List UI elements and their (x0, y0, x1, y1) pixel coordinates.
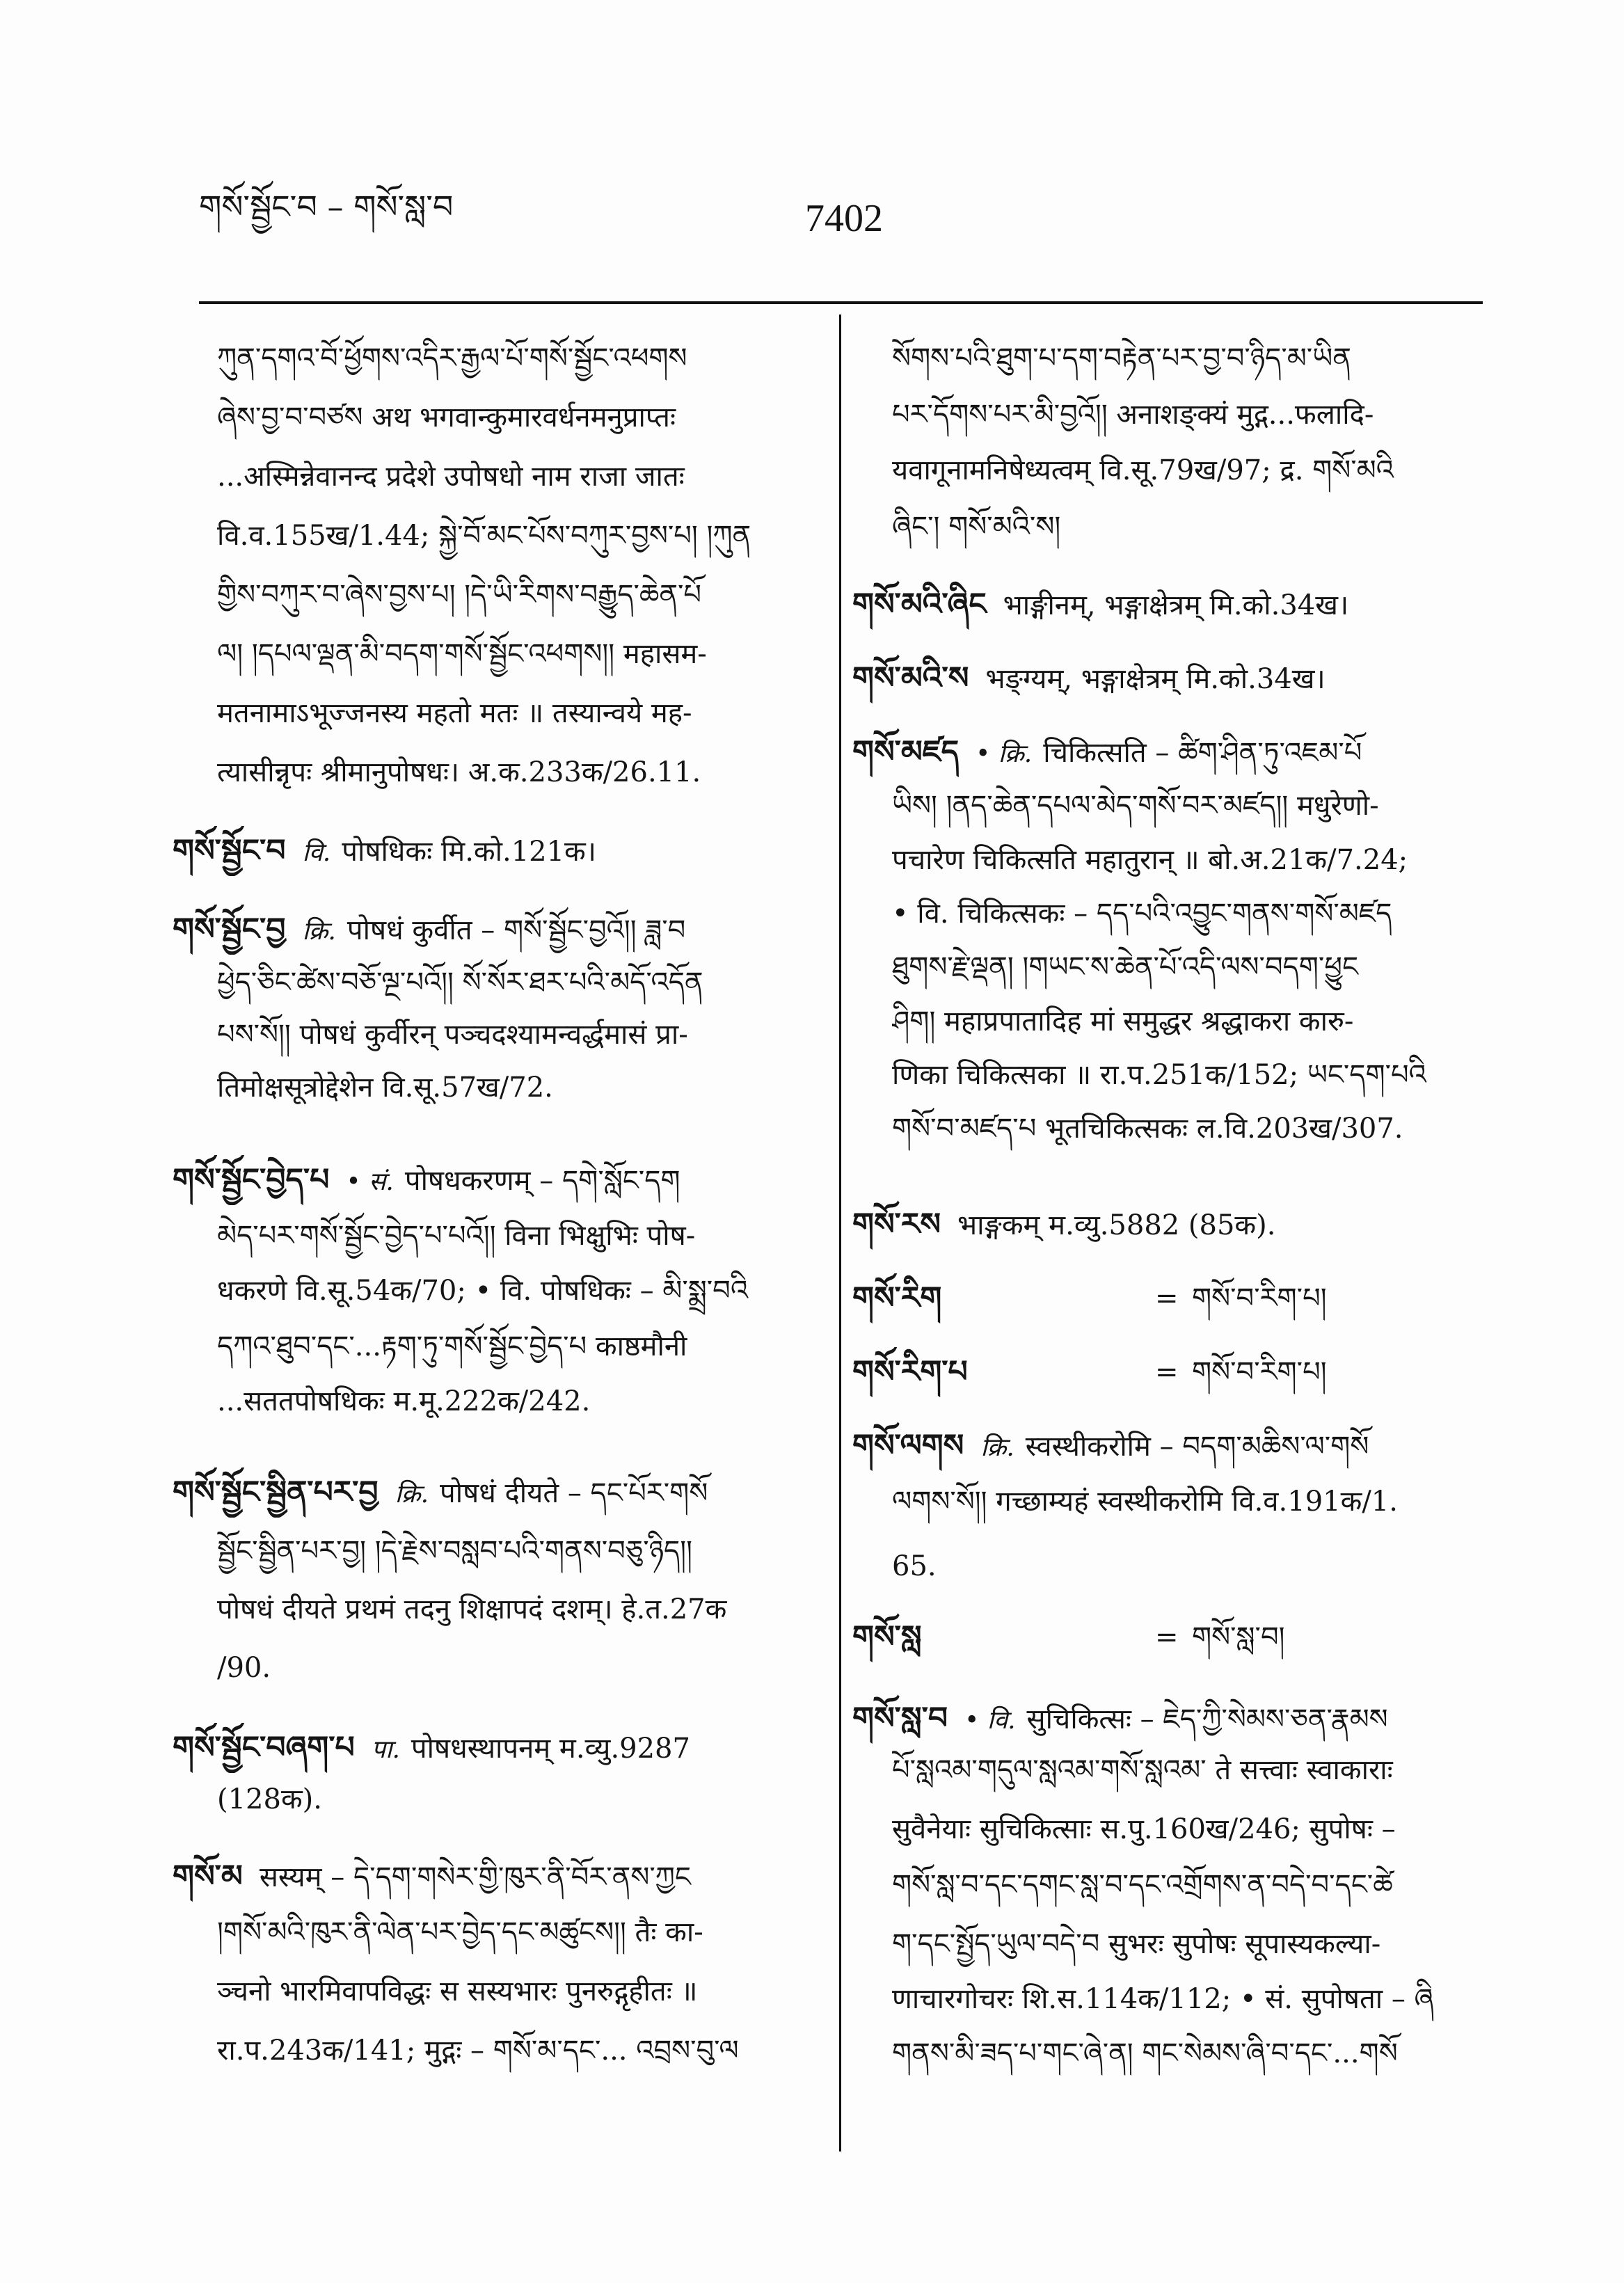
page-number: 7402 (805, 197, 883, 240)
entry-line: 65. (892, 1550, 937, 1582)
entry-text: भङ्ग्यम्, भङ्गाक्षेत्रम् मि.को.34ख। (985, 663, 1326, 695)
entry-text: पोषधकरणम् – དགེ་སློང་དག (404, 1165, 680, 1197)
entry-line: ཞེས་བྱ་བ་བཙས अथ भगवान्कुमारवर्धनमनुप्राप्तः (217, 401, 676, 433)
entry-text: पोषधं कुर्वीत – གསོ་སྦྱོང་བྱའོ།། ཟླ་བ (347, 914, 686, 946)
entry-head-line (852, 727, 1479, 777)
entry-text: चिकित्सति – ཚིག་ཤིན་ཏུ་འཇམ་པོ (1043, 737, 1362, 769)
entry-line: ཐུགས་རྗེ་ལྡན། །གཡང་ས་ཆེན་པོ་འདི་ལས་བདག་ཕྱུང (892, 951, 1359, 983)
headword: གསོ་མའི་ཞིང (852, 587, 987, 622)
right-column (849, 306, 1486, 2129)
entry-line: पचारेण चिकित्सति महातुरान् ॥ बो.अ.21क/7.24; (892, 844, 1408, 876)
headword: གསོ་ལགས (852, 1428, 964, 1463)
entry-line: णाचारगोचरः शि.स.114क/112; • सं. सुपोषता – ཞི (892, 1983, 1434, 2015)
entry-line: ...सततपोषधिकः म.मू.222क/242. (217, 1385, 591, 1417)
entry-line: /90. (217, 1652, 271, 1684)
entry-line: धकरणे वि.सू.54क/70; • वि. पोषधिकः – མི་སྨྲ་བའི (217, 1275, 749, 1307)
entry-text: स्वस्थीकरोमि – བདག་མཆིས་ལ་གསོ (1025, 1431, 1369, 1463)
entry-line: ཀུན་དགའ་བོ་ཕྱོགས་འདིར་རྒྱལ་པོ་གསོ་སྦྱོང་འཕགས (217, 342, 687, 374)
entry-line: पोषधं दीयते प्रथमं तदनु शिक्षापदं दशम्। हे.त.27क (217, 1593, 727, 1625)
entry-line: यवागूनामनिषेध्यत्वम् वि.सू.79ख/97; द्र. གསོ་མའི (892, 454, 1394, 486)
cross-reference-target: གསོ་བ་རིག་པ། (1192, 1356, 1327, 1388)
entry-line: ञ्चनो भारमिवापविद्धः स सस्यभारः पुनरुद्गृहीतः ॥ (217, 1975, 698, 2007)
header-rule (199, 301, 1483, 304)
grammar-label: क्रि. (395, 1480, 429, 1509)
grammar-label: • सं. (346, 1168, 394, 1196)
entry-line: रा.प.243क/141; मुद्गः – གསོ་མ་དང་... འབྲས་བུ་ལ (217, 2035, 739, 2067)
entry-line: ཤིག། महाप्रपातादिह मां समुद्धर श्रद्धाकरा कारु- (892, 1005, 1354, 1037)
entry-line: त्यासीन्नृपः श्रीमानुपोषधः। अ.क.233क/26.11. (217, 756, 701, 788)
entry-head-line (852, 1694, 1479, 1744)
entry-line: ཞིང་། གསོ་མའི་ས། (892, 511, 1061, 543)
entry-text: पोषधं दीयते – དང་པོར་གསོ (440, 1477, 708, 1509)
entry-text: सस्यम् – དེ་དག་གསེར་གྱི་ཁུར་ནི་བོར་ནས་ཀྱང (259, 1861, 691, 1893)
entry-line: གསོ་སླ་བ་དང་དགང་སླ་བ་དང་འགྲོགས་ན་བདེ་བ་དང་ཚེ (892, 1869, 1393, 1901)
grammar-label: वि. (302, 838, 331, 867)
entry-head-line (852, 1200, 1479, 1250)
headword: གསོ་མའི་ས (852, 660, 969, 696)
equals-sign: = (1155, 1282, 1179, 1314)
entry-line: སྦྱོང་སྦྱིན་པར་བྱ། །དེ་རྗེས་བསླབ་པའི་གནས་བཅུ་ཉིད།། (217, 1535, 692, 1567)
entry-line: གྱིས་བཀུར་བ་ཞེས་བྱས་པ། །དེ་ཡི་རིགས་བརྒྱུད་ཆེན་པོ (217, 579, 702, 611)
entry-line: གནས་མི་ཟད་པ་གང་ཞེ་ན། གང་སེམས་ཞི་བ་དང་...གསོ (892, 2037, 1398, 2069)
entry-line: णिका चिकित्सका ॥ रा.प.251क/152; ཡང་དག་པའི (892, 1059, 1426, 1091)
entry-text: पोषधस्थापनम् म.व्यु.9287 (411, 1733, 690, 1765)
grammar-label: • वि. (964, 1706, 1016, 1735)
cross-reference-line (852, 1347, 1479, 1397)
entry-line: ...अस्मिन्नेवानन्द प्रदेशे उपोषधो नाम राजा जातः (217, 461, 685, 493)
entry-line: སོགས་པའི་ཐུག་པ་དག་བརྟེན་པར་བྱ་བ་ཉིད་མ་ཡིན (892, 342, 1351, 374)
headword: གསོ་སྦྱོང་སྦྱིན་པར་བྱ (173, 1474, 379, 1510)
column-divider (839, 315, 841, 2151)
entry-text: सुचिकित्सः – ཇེད་ཀྱི་སེམས་ཅན་རྣམས (1026, 1703, 1388, 1735)
headword: གསོ་སྦྱོང་བཞག་པ (173, 1730, 355, 1765)
entry-line: པོ་སླའམ་གདུལ་སླའམ་གསོ་སླའམ་ ते सत्त्वाः स्वाकाराः (892, 1754, 1393, 1786)
entry-line: མེད་པར་གསོ་སྦྱོང་བྱེད་པ་པའོ།། विना भिक्षुभिः पोष- (217, 1220, 696, 1252)
headword: གསོ་སླ་བ (852, 1701, 948, 1736)
running-head: གསོ་སྦྱོང་བ – གསོ་སླ་བ (199, 188, 454, 225)
entry-line: པར་དོགས་པར་མི་བྱའོ།། अनाशङ्क्यं मुद्ग...फलादि- (892, 399, 1374, 431)
entry-line: ཕྱེད་ཅིང་ཚེས་བཅོ་ལྔ་པའོ།། སོ་སོར་ཐར་པའི་མདོ་འདོན (217, 967, 703, 999)
entry-head-line (852, 653, 1479, 703)
entry-head-line (852, 580, 1479, 630)
entry-line: (128क). (217, 1783, 322, 1815)
entry-line: ལགས་སོ།། गच्छाम्यहं स्वस्थीकरोमि वि.व.191क/1. (892, 1486, 1398, 1518)
entry-text: भाङ्गीनम्, भङ्गाक्षेत्रम् मि.को.34ख। (1003, 589, 1349, 621)
grammar-label: क्रि. (302, 917, 336, 946)
entry-line: ཡིས། །ནད་ཆེན་དཔལ་མེད་གསོ་བར་མཛད།། मधुरेणो- (892, 790, 1379, 822)
headword: གསོ་རིག་པ (852, 1354, 968, 1390)
entry-line: • वि. चिकित्सकः – དད་པའི་འབྱུང་གནས་གསོ་མཛད (892, 898, 1392, 930)
headword: གསོ་རས (852, 1207, 941, 1242)
entry-line: ལ། །དཔལ་ལྡན་མི་བདག་གསོ་སྦྱོང་འཕགས།། महासम- (217, 638, 707, 670)
entry-line: सुवैनेयाः सुचिकित्साः स.पु.160ख/246; सुपोषः – (892, 1813, 1396, 1845)
headword: གསོ་སྦྱོང་བྱ (173, 912, 286, 947)
headword: གསོ་མཛད (852, 734, 960, 770)
entry-head-line (173, 905, 804, 955)
entry-line: པས་སོ།། पोषधं कुर्वीरन् पञ्चदश्यामन्वर्द्धमासं प्रा- (217, 1019, 688, 1051)
cross-reference-line (852, 1612, 1479, 1662)
entry-line: ག་དང་སྤྱོད་ཡུལ་བདེ་བ सुभरः सुपोषः सूपास्यकल्या- (892, 1928, 1381, 1960)
left-column (167, 306, 811, 2129)
headword: གསོ་མ (173, 1859, 243, 1894)
entry-head-line (173, 1467, 804, 1518)
equals-sign: = (1155, 1356, 1179, 1388)
grammar-label: • क्रि. (976, 740, 1033, 768)
cross-reference-target: གསོ་སླ་བ། (1192, 1621, 1285, 1653)
entry-line: तिमोक्षसूत्रोद्देशेन वि.सू.57ख/72. (217, 1072, 553, 1104)
entry-line: །གསོ་མའི་ཁུར་ནི་ལེན་པར་བྱེད་དང་མཚུངས།། तैः का- (217, 1916, 703, 1948)
grammar-label: पा. (371, 1735, 400, 1764)
headword: གསོ་རིག (852, 1280, 942, 1316)
entry-text: भाङ्गकम् म.व्यु.5882 (85क). (957, 1209, 1276, 1241)
entry-line: གསོ་བ་མཛད་པ भूतचिकित्सकः ल.वि.203ख/307. (892, 1113, 1403, 1145)
headword: གསོ་སྦྱོང་བ (173, 833, 286, 868)
entry-head-line (173, 1723, 804, 1773)
entry-line: वि.व.155ख/1.44; སྐྱེ་བོ་མང་པོས་བཀུར་བྱས་པ། །ཀུན (217, 520, 751, 552)
entry-line: मतनामाऽभूज्जनस्य महतो मतः ॥ तस्यान्वये मह- (217, 697, 692, 729)
entry-line: དཀའ་ཐུབ་དང་...རྟག་ཏུ་གསོ་སྦྱོང་བྱེད་པ काष्ठमौनी (217, 1330, 687, 1362)
headword: གསོ་སླ (852, 1619, 922, 1655)
entry-head-line (173, 1155, 804, 1205)
headword: གསོ་སྦྱོང་བྱེད་པ (173, 1162, 330, 1198)
entry-head-line (173, 1852, 804, 1902)
grammar-label: क्रि. (980, 1433, 1014, 1462)
cross-reference-line (852, 1273, 1479, 1323)
entry-head-line (852, 1421, 1479, 1471)
entry-text: पोषधिकः मि.को.121क। (342, 836, 596, 868)
entry-head-line (173, 826, 804, 876)
equals-sign: = (1155, 1621, 1179, 1653)
cross-reference-target: གསོ་བ་རིག་པ། (1192, 1282, 1327, 1314)
